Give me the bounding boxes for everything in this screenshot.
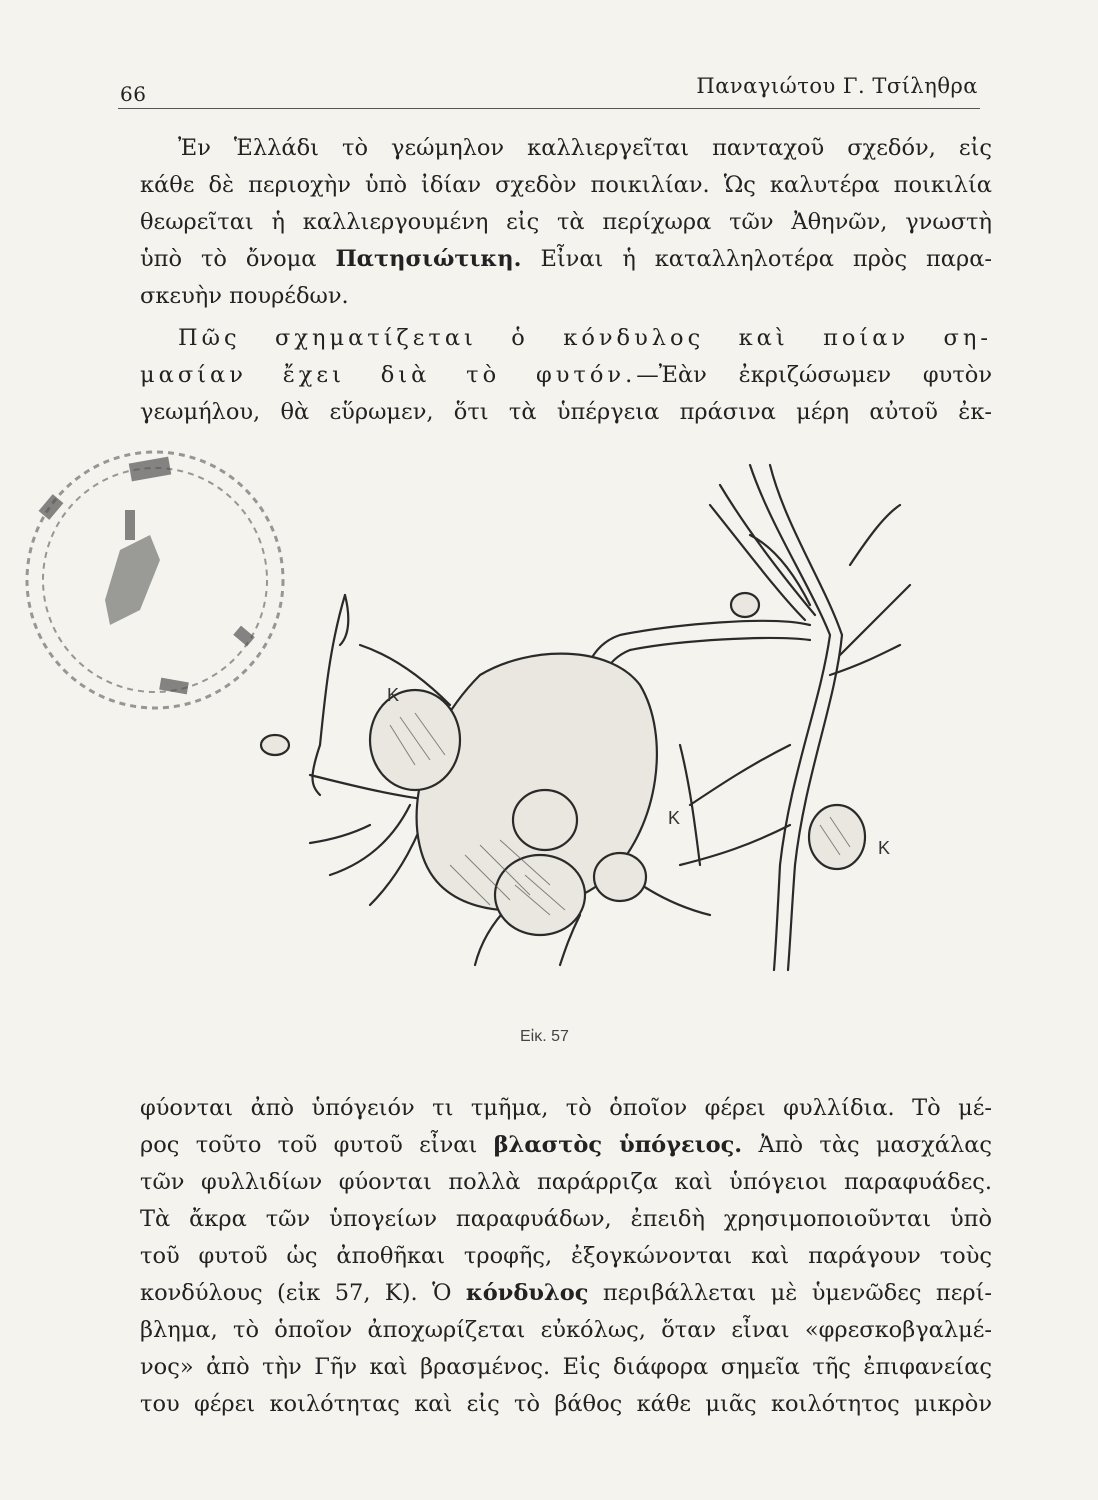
text-line: τῶν φυλλιδίων φύονται πολλὰ παράρριζα καὶ ὑπόγειοι παραφυάδες. bbox=[140, 1169, 992, 1195]
text-line: σκευὴν πουρέδων. bbox=[140, 283, 349, 309]
text-line: θεωρεῖται ἡ καλλιεργουμένη εἰς τὰ περίχωρα τῶν Ἀθηνῶν, γνωστὴ bbox=[140, 209, 992, 235]
text-line: Τὰ ἄκρα τῶν ὑπογείων παραφυάδων, ἐπειδὴ χρησιμοποιοῦνται ὑπὸ bbox=[140, 1206, 992, 1232]
section-heading-cont: μασίαν ἔχει διὰ τὸ φυτόν. bbox=[140, 362, 637, 388]
text-line: του φέρει κοιλότητας καὶ εἰς τὸ βάθος κάθε μιᾶς κοιλότητος μικρὸν bbox=[140, 1391, 992, 1417]
text-line: φύονται ἀπὸ ὑπόγειόν τι τμῆμα, τὸ ὁποῖον φέρει φυλλίδια. Τὸ μέ- bbox=[140, 1095, 992, 1121]
intro-paragraph bbox=[140, 130, 992, 315]
text-line: Ἐν Ἑλλάδι τὸ γεώμηλον καλλιεργεῖται πανταχοῦ σχεδόν, εἰς bbox=[178, 135, 992, 161]
tuber-label: Κ bbox=[668, 808, 681, 828]
variety-name: Πατησιώτικη. bbox=[335, 246, 522, 272]
text-line bbox=[140, 1127, 992, 1164]
running-title: Παναγιώτου Γ. Τσίληθρα bbox=[696, 74, 978, 98]
tuber-label: Κ bbox=[878, 838, 891, 858]
text-line: κάθε δὲ περιοχὴν ὑπὸ ἰδίαν σχεδὸν ποικιλίαν. Ὡς καλυτέρα ποικιλία bbox=[140, 172, 992, 198]
text-line: βλημα, τὸ ὁποῖον ἀποχωρίζεται εὐκόλως, ὅταν εἶναι «φρεσκοβγαλμέ- bbox=[140, 1317, 992, 1343]
running-head bbox=[118, 72, 980, 109]
figure-caption: Εἰκ. 57 bbox=[520, 1028, 569, 1045]
body-paragraph bbox=[140, 1090, 992, 1423]
term-tuber: κόνδυλος bbox=[465, 1280, 589, 1306]
text-segment: Εἶναι ἡ καταλληλοτέρα πρὸς παρα- bbox=[540, 246, 993, 272]
potato-plant-illustration bbox=[250, 445, 930, 975]
text-line bbox=[140, 241, 992, 278]
text-segment: κονδύλους (εἰκ 57, Κ). Ὁ bbox=[140, 1280, 452, 1306]
text-segment: —Ἐὰν ἐκριζώσωμεν φυτὸν bbox=[636, 362, 992, 388]
text-segment: ρος τοῦτο τοῦ φυτοῦ εἶναι bbox=[140, 1132, 478, 1158]
text-segment: Ἀπὸ τὰς μασχάλας bbox=[758, 1132, 992, 1158]
tuber-label: Κ bbox=[387, 685, 400, 705]
question-paragraph bbox=[140, 320, 992, 431]
text-line: γεωμήλου, θὰ εὕρωμεν, ὅτι τὰ ὑπέργεια πράσινα μέρη αὐτοῦ ἐκ- bbox=[140, 399, 992, 425]
section-heading: Πῶς σχηματίζεται ὁ κόνδυλος καὶ ποίαν ση- bbox=[178, 325, 992, 351]
text-segment: ὑπὸ τὸ ὄνομα bbox=[140, 246, 317, 272]
text-line bbox=[140, 357, 992, 394]
text-segment: περιβάλλεται μὲ ὑμενῶδες περί- bbox=[602, 1280, 993, 1306]
text-line bbox=[140, 1275, 992, 1312]
page-number: 66 bbox=[120, 82, 147, 106]
text-line: τοῦ φυτοῦ ὡς ἀποθῆκαι τροφῆς, ἐξογκώνονται καὶ παράγουν τοὺς bbox=[140, 1243, 992, 1269]
term-underground-stem: βλαστὸς ὑπόγειος. bbox=[493, 1132, 743, 1158]
text-line: νος» ἀπὸ τὴν Γῆν καὶ βρασμένος. Εἰς διάφορα σημεῖα τῆς ἐπιφανείας bbox=[140, 1354, 992, 1380]
